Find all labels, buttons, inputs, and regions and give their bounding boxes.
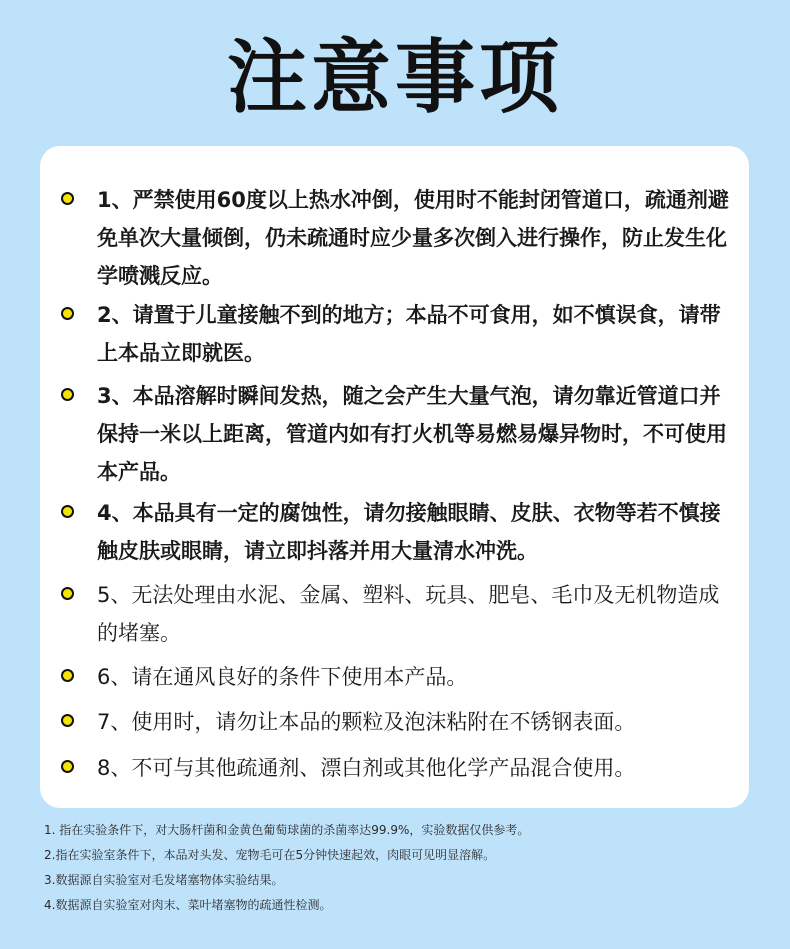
notice-item-text: 1、严禁使用60度以上热水冲倒，使用时不能封闭管道口，疏通剂避免单次大量倾倒，仍未疏通时应少量多次倒入进行操作，防止发生化学喷溅反应。 xyxy=(97,188,729,288)
notice-item-text: 6、请在通风良好的条件下使用本产品。 xyxy=(97,665,468,689)
notice-item-4 xyxy=(97,494,737,570)
notice-item-text: 5、无法处理由水泥、金属、塑料、玩具、肥皂、毛巾及无机物造成的堵塞。 xyxy=(97,583,720,645)
notice-item-2 xyxy=(97,296,737,372)
bullet-dot-icon xyxy=(61,307,74,320)
notice-item-7 xyxy=(97,703,737,741)
notice-item-text: 3、本品溶解时瞬间发热，随之会产生大量气泡，请勿靠近管道口并保持一米以上距离，管道内如有打火机等易燃易爆异物时，不可使用本产品。 xyxy=(97,384,727,484)
notice-item-6 xyxy=(97,658,737,696)
footnote-3: 3.数据源自实验室对毛发堵塞物体实验结果。 xyxy=(44,873,284,887)
bullet-dot-icon xyxy=(61,192,74,205)
notice-card xyxy=(40,146,749,808)
notice-item-text: 4、本品具有一定的腐蚀性，请勿接触眼睛、皮肤、衣物等若不慎接触皮肤或眼睛，请立即抖落并用大量清水冲洗。 xyxy=(97,501,721,563)
notice-item-3 xyxy=(97,377,737,491)
bullet-dot-icon xyxy=(61,714,74,727)
footnotes xyxy=(44,818,764,918)
bullet-dot-icon xyxy=(61,505,74,518)
notice-item-8 xyxy=(97,749,737,787)
bullet-dot-icon xyxy=(61,669,74,682)
notice-item-text: 2、请置于儿童接触不到的地方；本品不可食用，如不慎误食，请带上本品立即就医。 xyxy=(97,303,721,365)
bullet-dot-icon xyxy=(61,388,74,401)
page-title: 注意事项 xyxy=(227,31,563,124)
footnote-1: 1. 指在实验条件下，对大肠杆菌和金黄色葡萄球菌的杀菌率达99.9%，实验数据仅供参考。 xyxy=(44,823,530,837)
bullet-dot-icon xyxy=(61,587,74,600)
notice-item-1 xyxy=(97,181,737,295)
footnote-4: 4.数据源自实验室对肉末、菜叶堵塞物的疏通性检测。 xyxy=(44,898,332,912)
notice-item-5 xyxy=(97,576,737,652)
footnote-2: 2.指在实验室条件下，本品对头发、宠物毛可在5分钟快速起效，肉眼可见明显溶解。 xyxy=(44,848,496,862)
bullet-dot-icon xyxy=(61,760,74,773)
notice-item-text: 8、不可与其他疏通剂、漂白剂或其他化学产品混合使用。 xyxy=(97,756,636,780)
notice-item-text: 7、使用时，请勿让本品的颗粒及泡沫粘附在不锈钢表面。 xyxy=(97,710,636,734)
